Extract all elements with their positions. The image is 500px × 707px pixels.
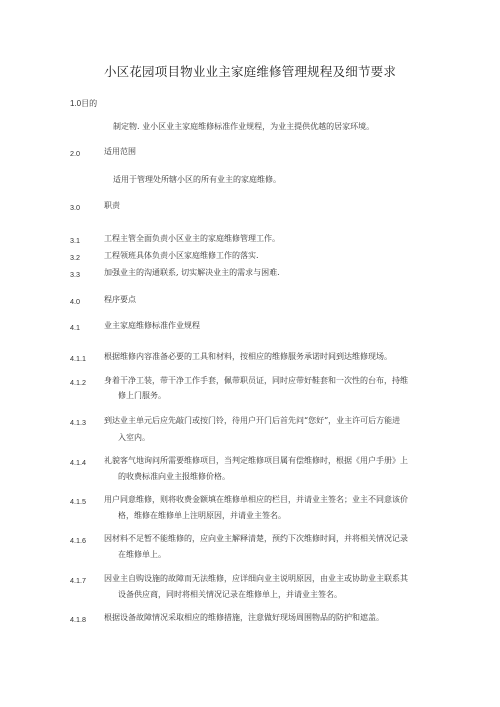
item-4-1-4-text-cont: 的收费标准向业主报维修价格。 xyxy=(118,472,230,481)
item-4-1-6-text: 因材料不足暂不能维修的，应向业主解释清楚，预约下次维修时间，并将相关情况记录 xyxy=(104,534,408,543)
section-2-text: 适用于管理处所辖小区的所有业主的家庭维修。 xyxy=(113,175,281,184)
item-4-1-3-text-cont: 入室内。 xyxy=(118,433,150,442)
item-4-1-5-text-cont: 格，维修在维修单上注明原因，并请业主签名。 xyxy=(118,511,286,520)
item-4-1-8-number: 4.1.8 xyxy=(70,615,86,624)
item-3-2-text: 工程领班具体负责小区家庭维修工作的落实. xyxy=(104,251,259,260)
item-4-1-5-number: 4.1.5 xyxy=(70,497,86,506)
section-2-number: 2.0 xyxy=(70,149,80,158)
item-4-1-6-text-cont: 在维修单上。 xyxy=(118,550,166,559)
item-4-1-7-text-cont: 设备供应商，同时将相关情况记录在维修单上，并请业主签名。 xyxy=(118,590,342,599)
item-4-1-3-number: 4.1.3 xyxy=(70,418,86,427)
item-3-3-number: 3.3 xyxy=(70,270,80,279)
section-2-heading: 适用范围 xyxy=(104,147,136,156)
section-1-heading: 1.0目的 xyxy=(70,99,98,108)
item-4-1-4-text: 礼貌客气地询问所需要维修项目，当判定维修项目属有偿维修时，根据《用户手册》上 xyxy=(104,456,408,465)
item-3-1-text: 工程主管全面负责小区业主的家庭维修管理工作。 xyxy=(104,234,280,243)
section-3-number: 3.0 xyxy=(70,203,80,212)
item-4-1-8-text: 根据设备故障情况采取相应的维修措施，注意做好现场周围物品的防护和遮盖。 xyxy=(104,613,384,622)
item-4-1-7-number: 4.1.7 xyxy=(70,576,86,585)
item-4-1-2-text-cont: 修上门服务。 xyxy=(118,391,166,400)
item-4-1-7-text: 因业主自购设施的故障而无法维修，应详细向业主说明原因，由业主或协助业主联系其 xyxy=(104,574,408,583)
item-3-2-number: 3.2 xyxy=(70,253,80,262)
item-4-1-2-text: 身着干净工装，带干净工作手套，佩带职员证，同时应带好鞋套和一次性的台布，持维 xyxy=(104,376,408,385)
item-4-1-number: 4.1 xyxy=(70,323,80,332)
item-4-1-1-text: 根据维修内容准备必要的工具和材料，按相应的维修服务承诺时间到达维修现场。 xyxy=(104,352,392,361)
item-4-1-4-number: 4.1.4 xyxy=(70,458,86,467)
section-4-heading: 程序要点 xyxy=(104,295,136,304)
item-4-1-text: 业主家庭维修标准作业规程 xyxy=(104,321,200,330)
item-4-1-3-text: 到达业主单元后应先敲门或按门铃，待用户开门后首先问“您好”，业主许可后方能进 xyxy=(104,416,401,425)
page-title: 小区花园项目物业业主家庭维修管理规程及细节要求 xyxy=(103,64,397,79)
item-4-1-1-number: 4.1.1 xyxy=(70,354,86,363)
item-3-3-text: 加强业主的沟通联系, 切实解决业主的需求与困难. xyxy=(104,268,280,277)
item-3-1-number: 3.1 xyxy=(70,236,80,245)
section-3-heading: 职责 xyxy=(104,201,120,210)
item-4-1-5-text: 用户同意维修，则将收费金额填在维修单相应的栏目，并请业主签名；业主不同意该价 xyxy=(104,495,408,504)
item-4-1-6-number: 4.1.6 xyxy=(70,536,86,545)
section-4-number: 4.0 xyxy=(70,297,80,306)
item-4-1-2-number: 4.1.2 xyxy=(70,378,86,387)
section-1-text: 制定物. 业小区业主家庭维修标准作业规程，为业主提供优越的居家环境。 xyxy=(113,122,375,131)
